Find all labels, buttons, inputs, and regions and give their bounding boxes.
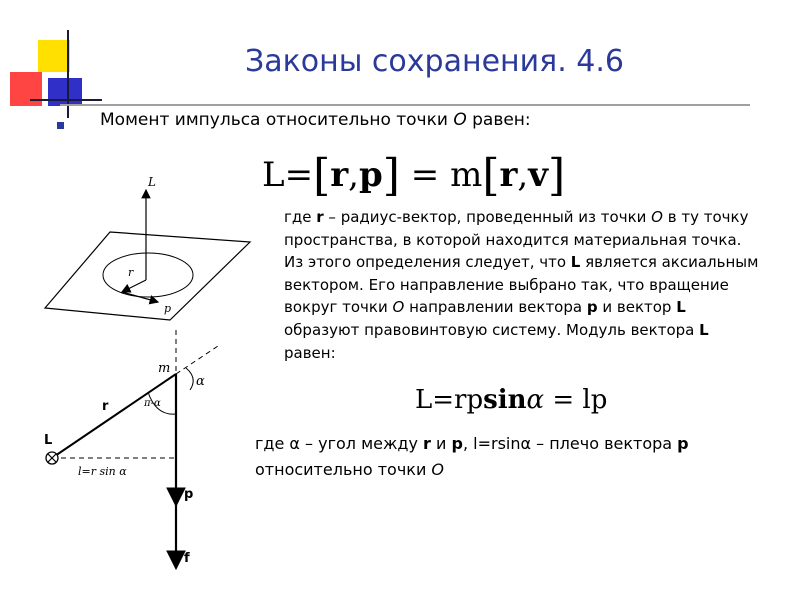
formula1-eq2: = bbox=[410, 155, 440, 195]
deco-blue-square bbox=[48, 78, 82, 106]
para2-s4: , l=rsin bbox=[462, 434, 521, 453]
r-line bbox=[52, 374, 176, 458]
plane-parallelogram bbox=[45, 232, 250, 320]
origin-L-label: L bbox=[44, 433, 53, 448]
rotation-plane-diagram bbox=[40, 160, 260, 330]
r-label: r bbox=[102, 399, 109, 414]
intro-text-after: равен: bbox=[466, 110, 531, 130]
formula1-L: L bbox=[262, 155, 285, 195]
alpha-label: α bbox=[196, 374, 205, 389]
slide-title: Законы сохранения. 4.6 bbox=[245, 44, 624, 79]
bullet-icon bbox=[57, 122, 64, 129]
title-underline bbox=[60, 104, 750, 106]
intro-point: O bbox=[453, 110, 467, 130]
p-label: p bbox=[184, 487, 194, 502]
formula2-alpha: α bbox=[526, 385, 545, 415]
bracket-close-1: ] bbox=[382, 150, 400, 201]
para-s6: и вектор bbox=[597, 298, 677, 317]
para-s8: равен: bbox=[284, 343, 336, 362]
para2-s2: – угол между bbox=[299, 434, 424, 453]
deco-yellow-square bbox=[38, 40, 70, 72]
alpha-explanation bbox=[255, 431, 785, 483]
para-O1: O bbox=[651, 208, 663, 226]
r-extension-dashed bbox=[176, 346, 218, 374]
formula1-comma2: , bbox=[517, 155, 529, 195]
para-s3: в ту точку пространства, в которой находится материальная точка. Из этого определения следует, что bbox=[284, 208, 749, 272]
para-r: r bbox=[316, 208, 324, 226]
formula1-eq1: = bbox=[284, 155, 314, 195]
formula2-lhs: L=rp bbox=[415, 385, 484, 415]
alpha-arc bbox=[186, 368, 193, 390]
r-vector-label: r bbox=[128, 266, 134, 279]
magnitude-formula bbox=[415, 385, 607, 415]
para2-alpha: α bbox=[289, 434, 300, 453]
bracket-open-2: [ bbox=[482, 150, 500, 201]
formula1-comma1: , bbox=[348, 155, 359, 195]
para2-p2: p bbox=[677, 434, 689, 453]
para-s1: где bbox=[284, 208, 317, 226]
para2-alpha2: α bbox=[520, 434, 532, 453]
para-O2: O bbox=[392, 298, 405, 317]
f-label: f bbox=[184, 551, 190, 566]
intro-text-before: Момент импульса относительно точки bbox=[100, 110, 454, 130]
bracket-open-1: [ bbox=[313, 150, 331, 201]
definition-paragraph bbox=[284, 206, 764, 364]
formula2-rhs: = lp bbox=[544, 385, 608, 415]
para-L2: L bbox=[676, 298, 686, 317]
para-p: p bbox=[586, 298, 598, 317]
para-s7: образуют правовинтовую систему. Модуль вектора bbox=[284, 320, 700, 339]
para2-O: O bbox=[431, 460, 445, 479]
pi-minus-alpha-label: π-α bbox=[144, 398, 161, 409]
para2-s5: – плечо вектора bbox=[531, 434, 678, 453]
orbit-circle bbox=[103, 253, 193, 297]
formula1-v: v bbox=[528, 155, 548, 195]
formula1-m: m bbox=[450, 155, 483, 195]
para-s5: направлении вектора bbox=[404, 298, 587, 317]
para-s2: – радиус-вектор, проведенный из точки bbox=[323, 208, 652, 226]
para2-s3: и bbox=[430, 434, 452, 453]
intro-text bbox=[100, 110, 531, 130]
formula2-sin: sin bbox=[483, 385, 527, 415]
L-vector-label: L bbox=[148, 175, 156, 189]
r-vector-arrow bbox=[122, 280, 146, 292]
para2-s6: относительно точки bbox=[255, 460, 432, 479]
angular-momentum-formula bbox=[262, 150, 565, 201]
para2-p: p bbox=[451, 434, 463, 453]
mass-m-label: m bbox=[158, 361, 171, 376]
para2-s1: где bbox=[255, 434, 290, 453]
bracket-close-2: ] bbox=[547, 150, 566, 201]
para-L3: L bbox=[699, 320, 709, 339]
formula1-r: r bbox=[330, 155, 349, 195]
p-vector-label: p bbox=[164, 302, 172, 315]
para-L1: L bbox=[570, 253, 581, 272]
lever-arm-diagram bbox=[30, 330, 230, 580]
corner-decoration bbox=[0, 0, 110, 120]
formula1-r2: r bbox=[499, 155, 518, 195]
lever-arm-label: l=r sin α bbox=[78, 465, 127, 478]
formula1-p: p bbox=[358, 155, 383, 195]
para2-r: r bbox=[423, 434, 431, 453]
para-s4: является аксиальным вектором. Его направление выбрано так, что вращение вокруг точки bbox=[284, 253, 759, 317]
